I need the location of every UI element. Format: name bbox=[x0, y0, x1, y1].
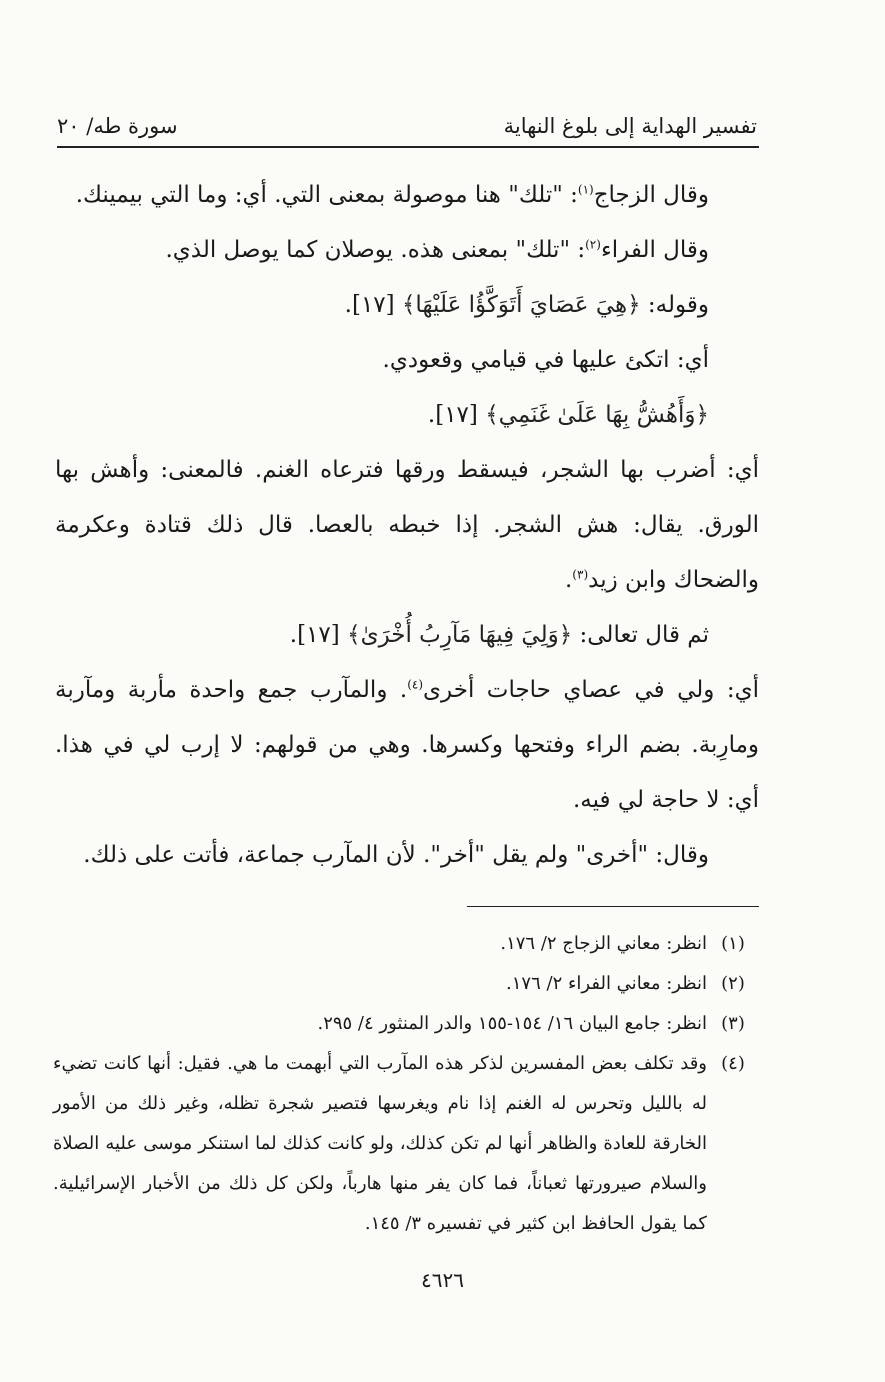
footnote bbox=[53, 1044, 759, 1244]
footnote-number: (٣) bbox=[721, 1013, 745, 1034]
paragraph: وقال الفراء$^{(٢)}$: "تلك" بمعنى هذه. يوصلان كما يوصل الذي. bbox=[165, 237, 709, 263]
paragraph: أي: أضرب بها الشجر، فيسقط ورقها فترعاه الغنم. فالمعنى: وأهش بها الورق. يقال: هش الشجر. إذا خبطه بالعصا. قال ذلك قتادة وعكرمة والضحاك وابن زيد$^{(٣)}$. bbox=[55, 457, 759, 593]
quran-verse: ﴿وَلِيَ فِيهَا مَآرِبُ أُخْرَىٰ﴾ bbox=[347, 622, 573, 648]
footnote-separator bbox=[467, 906, 759, 907]
quran-verse: ﴿هِيَ عَصَايَ أَتَوَكَّؤُا عَلَيْهَا﴾ bbox=[401, 292, 641, 318]
book-title: تفسير الهداية إلى بلوغ النهاية bbox=[503, 114, 757, 138]
footnote bbox=[53, 964, 759, 1004]
quran-verse: ﴿وَأَهُشُّ بِهَا عَلَىٰ غَنَمِي﴾ bbox=[485, 402, 709, 428]
paragraph: ثم قال تعالى: ﴿وَلِيَ فِيهَا مَآرِبُ أُخْرَىٰ﴾ [١٧]. bbox=[289, 622, 709, 648]
surah-reference: سورة طه/ ٢٠ bbox=[57, 114, 178, 138]
footnote-ref: (١) bbox=[577, 182, 594, 197]
footnote-number: (٢) bbox=[721, 973, 745, 994]
footnote-text: انظر: معاني الفراء ٢/ ١٧٦. bbox=[506, 973, 707, 994]
footnote-ref: (٢) bbox=[585, 237, 601, 252]
paragraph: أي: ولي في عصاي حاجات أخرى$^{(٤)}$. والمآرب جمع واحدة مأربة ومآربة ومارِبة. بضم الراء وفتحها وكسرها. وهي من قولهم: لا إرب لي في هذا. أي: لا حاجة لي فيه. bbox=[55, 677, 759, 813]
footnote-text: وقد تكلف بعض المفسرين لذكر هذه المآرب التي أبهمت ما هي. فقيل: أنها كانت تضيء له بالليل وتحرس له الغنم إذا نام ويغرسها فتصير شجرة تظله، وغير ذلك من الأمور الخارقة للعادة والظاهر أنها لم تكن كذلك، ولو كانت كذلك لما استنكر موسى عليه الصلاة والسلام صيرورتها ثعباناً، فما كان يفر منها هارباً، ولكن كل ذلك من الأخبار الإسرائيلية. كما يقول الحافظ ابن كثير في تفسيره ٣/ ١٤٥. bbox=[53, 1053, 707, 1234]
main-text bbox=[55, 168, 759, 883]
page-number: ٤٦٢٦ bbox=[421, 1268, 464, 1292]
footnote-number: (١) bbox=[721, 933, 745, 954]
paragraph: وقال الزجاج$^{(١)}$: "تلك" هنا موصولة بمعنى التي. أي: وما التي بيمينك. bbox=[75, 182, 709, 208]
running-head bbox=[57, 108, 757, 144]
footnote-text: انظر: معاني الزجاج ٢/ ١٧٦. bbox=[500, 933, 707, 954]
footnote bbox=[53, 924, 759, 964]
paragraph: ﴿وَأَهُشُّ بِهَا عَلَىٰ غَنَمِي﴾ [١٧]. bbox=[427, 402, 709, 428]
footnote bbox=[53, 1004, 759, 1044]
footnote-text: انظر: جامع البيان ١٦/ ١٥٤-١٥٥ والدر المنثور ٤/ ٢٩٥. bbox=[317, 1013, 707, 1034]
footnotes bbox=[53, 924, 759, 1244]
footnote-number: (٤) bbox=[721, 1053, 745, 1074]
paragraph: وقال: "أخرى" ولم يقل "أخر". لأن المآرب جماعة، فأتت على ذلك. bbox=[83, 842, 709, 868]
paragraph: وقوله: ﴿هِيَ عَصَايَ أَتَوَكَّؤُا عَلَيْهَا﴾ [١٧]. bbox=[344, 292, 709, 318]
footnote-ref: (٣) bbox=[572, 567, 589, 582]
header-rule bbox=[57, 146, 759, 148]
paragraph: أي: اتكئ عليها في قيامي وقعودي. bbox=[382, 347, 709, 373]
footnote-ref: (٤) bbox=[407, 677, 424, 692]
